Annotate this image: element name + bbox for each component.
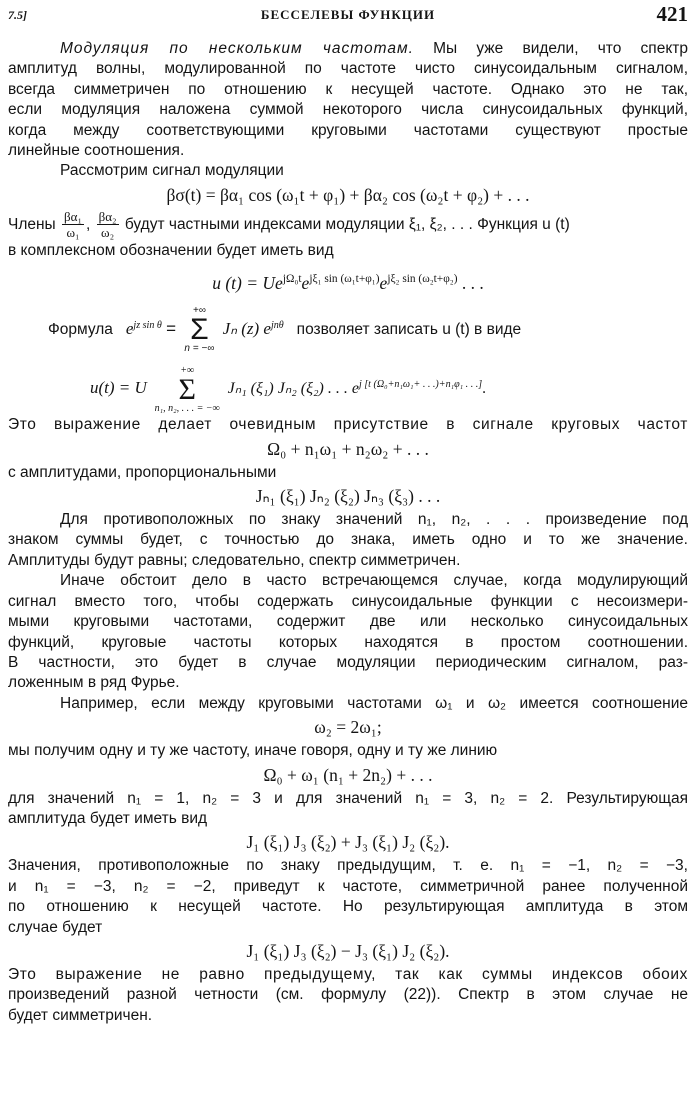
text-line: случае будет bbox=[8, 918, 103, 936]
text-line: по отношению к несущей частоте. Но результирующая амплитуда в этом bbox=[8, 898, 688, 916]
formula-frequency-relation: ω₂ = 2ω₁; bbox=[314, 717, 382, 738]
formula-amplitudes: Jₙ₁ (ξ₁) Jₙ₂ (ξ₂) Jₙ₃ (ξ₃) . . . bbox=[255, 486, 441, 507]
text-line: амплитуда будет иметь вид bbox=[8, 809, 208, 827]
text-line: В частности, это будет в случае модуляции периодическим сигналом, раз- bbox=[8, 653, 688, 671]
page-body bbox=[8, 39, 688, 1026]
text-line: в комплексном обозначении будет иметь вид bbox=[8, 241, 334, 259]
text-line: знаком суммы будет, с точностью до знака, иметь одно и то же значение. bbox=[8, 531, 688, 549]
text-line: и n₁ = −3, n₂ = −2, приведут к частоте, симметричной ранее полученной bbox=[8, 877, 688, 895]
running-header bbox=[8, 4, 688, 28]
text-line: Амплитуды будут равны; следовательно, спектр симметричен. bbox=[8, 551, 461, 569]
text-line: мыми круговыми частотами, содержит две или несколько синусоидальных bbox=[8, 613, 688, 631]
formula-resulting-amplitude: J₁ (ξ₁) J₃ (ξ₂) + J₃ (ξ₁) J₂ (ξ₂). bbox=[246, 832, 450, 853]
text-line: будет симметричен. bbox=[8, 1006, 153, 1024]
paragraph-consider-signal: Рассмотрим сигнал модуляции bbox=[60, 162, 284, 180]
paragraph-same-line: мы получим одну и ту же частоту, иначе говоря, одну и ту же линию bbox=[8, 742, 498, 760]
paragraph-example: Например, если между круговыми частотами ω₁ и ω₂ имеется соотношение bbox=[60, 694, 688, 712]
formula-line: Ω₀ + ω₁ (n₁ + 2n₂) + . . . bbox=[263, 764, 433, 785]
text-line: когда между соответствующими круговыми частотами существуют простые bbox=[8, 121, 688, 139]
text-line: сигнал вместо того, чтобы содержать синусоидальные функции с несоизмери- bbox=[8, 592, 688, 610]
fraction-index-1: $\frac{\text{βα₁}}{\text{ω₁}}$ bbox=[64, 209, 82, 241]
text-line: для значений n₁ = 1, n₂ = 3 и для значений n₁ = 3, n₂ = 2. Результирующая bbox=[8, 789, 688, 807]
page-number: 421 bbox=[656, 2, 688, 26]
fraction-index-2: $\frac{\text{βα₂}}{\text{ω₂}}$ bbox=[98, 209, 117, 241]
formula-expansion: u(t) = U +∞ Σ n₁, n₂, . . . = −∞ Jₙ₁ (ξ₁) Jₙ₂ (ξ₂) . . . $e^{j [t (\Omega_0+n_1\omega_1+ . . .)+n_1\varphi_1 . . .]}$. bbox=[90, 364, 487, 414]
summation-sign: +∞ Σ n₁, n₂, . . . = −∞ bbox=[154, 364, 220, 414]
text-line: Это выражение не равно предыдущему, так как суммы индексов обоих bbox=[8, 965, 688, 983]
text-line: амплитуд волны, модулированной по частоте чисто синусоидальным сигналом, bbox=[8, 60, 688, 78]
formula-modulation-signal: βσ(t) = βα₁ cos (ω₁t + φ₁) + βα₂ cos (ω₂t + φ₂) + . . . bbox=[166, 184, 530, 205]
text-line: всегда симметричен по отношению к несущей частоте. Однако это не так, bbox=[8, 80, 688, 98]
text-line: линейные соотношения. bbox=[8, 142, 185, 160]
formula-complex-signal: u $(t) = Ue^{j\Omega_0t}e^{j\xi_1 sin (\omega_1t+\varphi_1)}e^{j\xi_2 sin (\omega_2t+\varphi_2)}$ . . . bbox=[212, 273, 484, 294]
text-line: произведений разной четности (см. формулу (22)). Спектр в этом случае не bbox=[8, 986, 688, 1004]
italic-section-heading: Модуляция по нескольким частотам. bbox=[60, 40, 414, 57]
formula-frequencies: Ω₀ + n₁ω₁ + n₂ω₂ + . . . bbox=[267, 438, 429, 459]
text-line: Значения, противоположные по знаку предыдущим, т. е. n₁ = −1, n₂ = −3, bbox=[8, 857, 688, 875]
running-title: БЕССЕЛЕВЫ ФУНКЦИИ bbox=[260, 7, 436, 22]
paragraph-frequencies: Это выражение делает очевидным присутствие в сигнале круговых частот bbox=[8, 416, 688, 434]
text-line: Иначе обстоит дело в часто встречающемся случае, когда модулирующий bbox=[60, 572, 688, 590]
paragraph-amplitudes: с амплитудами, пропорциональными bbox=[8, 463, 277, 481]
paragraph-modulation-indices: Члены $\frac{\text{βα₁}}{\text{ω₁}}$ , $\frac{\text{βα₂}}{\text{ω₂}}$ будут частными индексами модуляции ξ₁, ξ₂, . . . Функция u (t) bbox=[8, 209, 570, 241]
text-line: если модуляция наложена суммой некоторого числа синусоидальных функций, bbox=[8, 101, 688, 119]
formula-symmetric-amplitude: J₁ (ξ₁) J₃ (ξ₂) − J₃ (ξ₁) J₂ (ξ₂). bbox=[246, 940, 450, 961]
text-line: ложенным в ряд Фурье. bbox=[8, 674, 180, 692]
text-line: функций, круговые частоты которых находятся в простом соотношении. bbox=[8, 633, 688, 651]
section-number: 7.5] bbox=[8, 8, 27, 22]
paragraph-modulation-intro: Модуляция по нескольким частотам. Мы уже видели, что спектр bbox=[60, 40, 688, 57]
summation-sign: +∞ Σ n = −∞ bbox=[184, 305, 215, 355]
text-line: Для противоположных по знаку значений n₁, n₂, . . . произведение под bbox=[60, 511, 688, 529]
formula-generating-function: Формула $e^{jz sin \theta}$ = +∞ Σ n = −∞ Jₙ (z) $e^{jn\theta}$ позволяет записать u (t) в виде bbox=[48, 305, 522, 355]
